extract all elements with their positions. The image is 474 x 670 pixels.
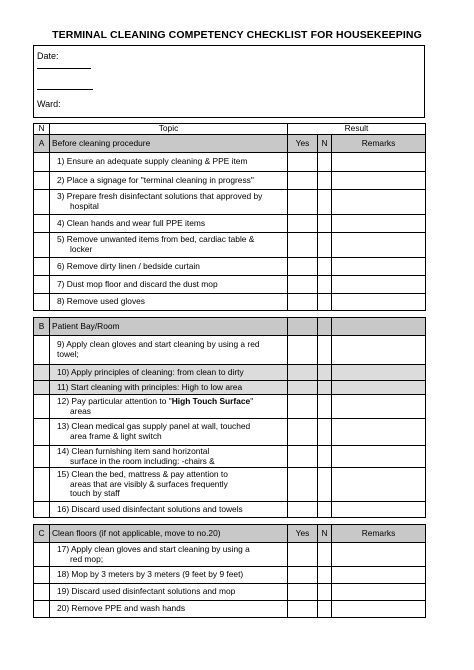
item-text: 10) Apply principles of cleaning: from clean to dirty	[50, 365, 288, 381]
no-cell[interactable]	[318, 543, 332, 567]
section-header-b	[34, 318, 426, 336]
remarks-header: Remarks	[332, 135, 426, 153]
no-cell[interactable]	[318, 468, 332, 502]
table-row	[34, 153, 426, 172]
no-cell[interactable]	[318, 276, 332, 294]
item-text: 5) Remove unwanted items from bed, cardiac table & locker	[50, 233, 288, 258]
table-row	[34, 567, 426, 584]
table-row	[34, 172, 426, 190]
item-text: 13) Clean medical gas supply panel at wall, touched area frame & light switch	[50, 419, 288, 446]
remarks-cell[interactable]	[332, 468, 426, 502]
item-text: 19) Discard used disinfectant solutions and mop	[50, 584, 288, 601]
item-text: 1) Ensure an adequate supply cleaning & PPE item	[50, 153, 288, 172]
yes-cell[interactable]	[288, 601, 318, 618]
remarks-cell[interactable]	[332, 543, 426, 567]
remarks-cell[interactable]	[332, 446, 426, 468]
table-row	[34, 584, 426, 601]
no-cell[interactable]	[318, 336, 332, 365]
col-header-result: Result	[288, 124, 426, 135]
no-cell[interactable]	[318, 584, 332, 601]
section-spacer	[34, 518, 426, 525]
section-header-c	[34, 525, 426, 543]
remarks-cell[interactable]	[332, 601, 426, 618]
remarks-cell[interactable]	[332, 215, 426, 233]
date-line-1[interactable]	[37, 68, 91, 69]
no-cell[interactable]	[318, 172, 332, 190]
yes-cell[interactable]	[288, 468, 318, 502]
yes-cell[interactable]	[288, 395, 318, 419]
section-spacer	[34, 311, 426, 318]
table-row	[34, 381, 426, 395]
item-text: 17) Apply clean gloves and start cleaning by using a red mop;	[50, 543, 288, 567]
no-cell[interactable]	[318, 365, 332, 381]
date-label: Date:	[37, 51, 59, 61]
table-row	[34, 502, 426, 518]
section-header-a	[34, 135, 426, 153]
remarks-cell[interactable]	[332, 294, 426, 311]
no-cell[interactable]	[318, 381, 332, 395]
section-title: Clean floors (if not applicable, move to no.20)	[50, 525, 288, 543]
no-cell[interactable]	[318, 215, 332, 233]
yes-cell[interactable]	[288, 446, 318, 468]
item-text: 4) Clean hands and wear full PPE items	[50, 215, 288, 233]
section-letter: C	[34, 525, 50, 543]
item-text: 18) Mop by 3 meters by 3 meters (9 feet by 9 feet)	[50, 567, 288, 584]
yes-cell[interactable]	[288, 276, 318, 294]
no-cell[interactable]	[318, 294, 332, 311]
table-row	[34, 543, 426, 567]
no-cell[interactable]	[318, 258, 332, 276]
item-text: 12) Pay particular attention to "High Touch Surface" areas	[50, 395, 288, 419]
no-cell[interactable]	[318, 419, 332, 446]
remarks-cell[interactable]	[332, 395, 426, 419]
item-text: 2) Place a signage for "terminal cleaning in progress"	[50, 172, 288, 190]
item-text: 3) Prepare fresh disinfectant solutions that approved by hospital	[50, 190, 288, 215]
col-header-n: N	[34, 124, 50, 135]
section-letter: B	[34, 318, 50, 336]
yes-cell[interactable]	[288, 153, 318, 172]
item-text: 16) Discard used disinfectant solutions and towels	[50, 502, 288, 518]
yes-cell[interactable]	[288, 584, 318, 601]
yes-cell[interactable]	[288, 543, 318, 567]
table-header-row	[34, 124, 426, 135]
yes-header: Yes	[288, 525, 318, 543]
remarks-cell[interactable]	[332, 153, 426, 172]
table-row	[34, 276, 426, 294]
yes-cell[interactable]	[288, 336, 318, 365]
no-cell[interactable]	[318, 153, 332, 172]
remarks-cell[interactable]	[332, 381, 426, 395]
remarks-cell[interactable]	[332, 502, 426, 518]
no-header: N	[318, 525, 332, 543]
yes-cell[interactable]	[288, 258, 318, 276]
page-title: TERMINAL CLEANING COMPETENCY CHECKLIST FOR HOUSEKEEPING	[52, 29, 422, 41]
item-text: 6) Remove dirty linen / bedside curtain	[50, 258, 288, 276]
no-cell[interactable]	[318, 446, 332, 468]
yes-cell[interactable]	[288, 215, 318, 233]
remarks-cell[interactable]	[332, 190, 426, 215]
section-letter: A	[34, 135, 50, 153]
table-row	[34, 215, 426, 233]
section-title: Before cleaning procedure	[50, 135, 288, 153]
item-text: 7) Dust mop floor and discard the dust mop	[50, 276, 288, 294]
table-row	[34, 190, 426, 215]
remarks-cell[interactable]	[332, 567, 426, 584]
table-row	[34, 395, 426, 419]
table-row	[34, 294, 426, 311]
table-row	[34, 601, 426, 618]
no-header: N	[318, 135, 332, 153]
item-text: 9) Apply clean gloves and start cleaning by using a red towel;	[50, 336, 288, 365]
yes-cell[interactable]	[288, 233, 318, 258]
item-text: 8) Remove used gloves	[50, 294, 288, 311]
yes-cell[interactable]	[288, 502, 318, 518]
table-row	[34, 336, 426, 365]
no-cell[interactable]	[318, 395, 332, 419]
ward-label: Ward:	[37, 99, 61, 109]
no-cell[interactable]	[318, 601, 332, 618]
item-text: 20) Remove PPE and wash hands	[50, 601, 288, 618]
table-row	[34, 468, 426, 502]
remarks-cell[interactable]	[332, 233, 426, 258]
remarks-header: Remarks	[332, 525, 426, 543]
remarks-cell[interactable]	[332, 258, 426, 276]
remarks-cell[interactable]	[332, 419, 426, 446]
table-row	[34, 258, 426, 276]
table-row	[34, 419, 426, 446]
table-row	[34, 233, 426, 258]
no-cell[interactable]	[318, 190, 332, 215]
yes-cell[interactable]	[288, 419, 318, 446]
remarks-cell[interactable]	[332, 172, 426, 190]
yes-cell[interactable]	[288, 365, 318, 381]
no-cell[interactable]	[318, 502, 332, 518]
yes-cell[interactable]	[288, 172, 318, 190]
yes-cell[interactable]	[288, 381, 318, 395]
table-row	[34, 446, 426, 468]
remarks-cell[interactable]	[332, 276, 426, 294]
yes-header: Yes	[288, 135, 318, 153]
remarks-cell[interactable]	[332, 584, 426, 601]
yes-cell[interactable]	[288, 294, 318, 311]
checklist-table	[33, 123, 426, 618]
no-cell[interactable]	[318, 567, 332, 584]
date-line-2[interactable]	[37, 89, 93, 90]
header-info-box	[33, 45, 425, 118]
no-cell[interactable]	[318, 233, 332, 258]
section-title: Patient Bay/Room	[50, 318, 288, 336]
item-text: 15) Clean the bed, mattress & pay attention to areas that are visibly & surfaces frequently touch by staff	[50, 468, 288, 502]
col-header-topic: Topic	[50, 124, 288, 135]
table-row	[34, 365, 426, 381]
item-text: 14) Clean furnishing item sand horizontal surface in the room including: -chairs &	[50, 446, 288, 468]
remarks-cell[interactable]	[332, 365, 426, 381]
remarks-cell[interactable]	[332, 336, 426, 365]
yes-cell[interactable]	[288, 567, 318, 584]
item-text: 11) Start cleaning with principles: High to low area	[50, 381, 288, 395]
yes-cell[interactable]	[288, 190, 318, 215]
